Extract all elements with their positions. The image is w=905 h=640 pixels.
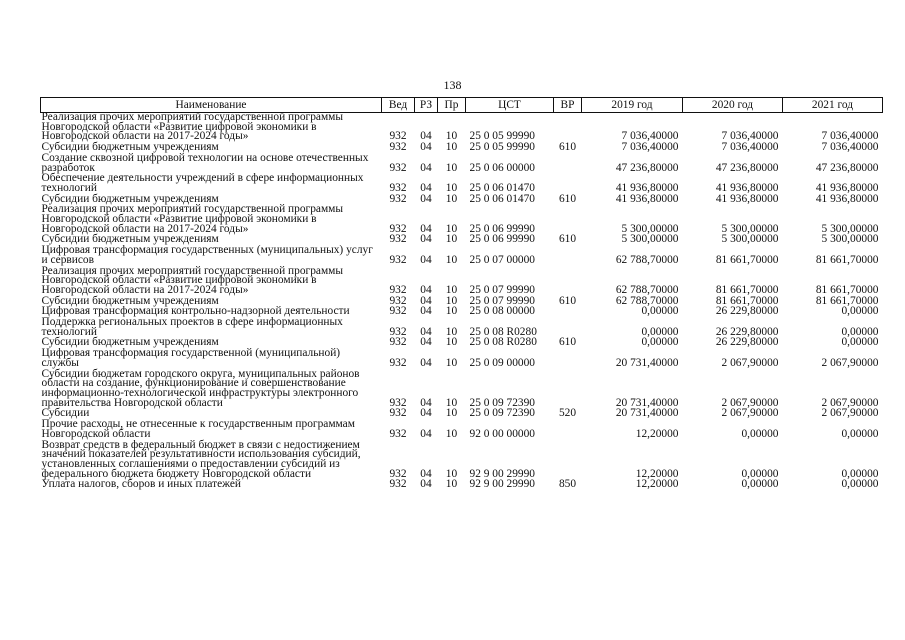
row-cst: 25 0 05 99990 [469, 130, 535, 143]
table-row [41, 479, 883, 490]
row-amount-2019: 62 788,70000 [615, 253, 679, 266]
row-amount-2020: 81 661,70000 [715, 253, 779, 266]
budget-table [40, 97, 883, 490]
row-pr: 10 [445, 356, 458, 369]
row-ved: 932 [389, 130, 407, 143]
row-amount-2019: 5 300,00000 [621, 222, 679, 235]
row-pr: 10 [445, 396, 458, 409]
row-rz: 04 [420, 130, 432, 143]
row-amount-2020: 7 036,40000 [721, 130, 779, 143]
row-cst: 92 9 00 29990 [469, 467, 535, 480]
row-amount-2021: 2 067,90000 [821, 356, 879, 369]
row-cst: 92 0 00 00000 [469, 427, 535, 440]
header-2019: 2019 год [582, 98, 683, 113]
row-amount-2021: 5 300,00000 [821, 233, 879, 246]
table-row [41, 369, 883, 409]
row-rz: 04 [420, 478, 432, 491]
row-amount-2021: 81 661,70000 [815, 253, 879, 266]
row-vr: 610 [558, 192, 577, 205]
row-name: Уплата налогов, сборов и иных платежей [41, 478, 241, 491]
row-ved: 932 [389, 233, 407, 246]
row-amount-2020: 41 936,80000 [715, 181, 779, 194]
row-cst: 25 0 06 01470 [469, 192, 535, 205]
row-ved: 932 [389, 294, 407, 307]
table-row [41, 153, 883, 173]
row-amount-2019: 20 731,40000 [615, 407, 679, 420]
table-row [41, 419, 883, 439]
row-vr: 610 [558, 233, 577, 246]
row-amount-2019: 41 936,80000 [615, 181, 679, 194]
table-row [41, 245, 883, 265]
row-cst: 25 0 06 00000 [469, 161, 535, 174]
row-amount-2021: 0,00000 [841, 305, 879, 318]
header-pr: Пр [438, 98, 466, 113]
row-ved: 932 [389, 222, 407, 235]
row-amount-2020: 0,00000 [741, 467, 779, 480]
row-vr [554, 306, 582, 317]
row-pr: 10 [445, 130, 458, 143]
row-amount-2019: 20 731,40000 [615, 356, 679, 369]
row-rz: 04 [420, 294, 432, 307]
row-ved: 932 [389, 141, 407, 154]
row-name: Возврат средств в федеральный бюджет в связи с недостижением значений показателей результативности использования субсидий, установленных соглашениями о предоставлении субсидий из федерального бюджета бюджету Новгородской области [41, 438, 361, 480]
row-amount-2020: 5 300,00000 [721, 222, 779, 235]
row-cst: 25 0 06 99990 [469, 233, 535, 246]
row-rz: 04 [420, 161, 432, 174]
row-rz: 04 [420, 222, 432, 235]
row-cst: 25 0 09 72390 [469, 396, 535, 409]
row-amount-2020: 2 067,90000 [721, 396, 779, 409]
row-ved: 932 [389, 283, 407, 296]
table-row [41, 348, 883, 368]
row-cst: 25 0 06 99990 [469, 222, 535, 235]
row-amount-2020: 81 661,70000 [715, 294, 779, 307]
row-vr [554, 419, 582, 439]
row-cst: 25 0 07 99990 [469, 283, 535, 296]
page-number: 138 [443, 78, 462, 92]
row-vr [554, 204, 582, 234]
row-pr: 10 [445, 283, 458, 296]
row-ved: 932 [389, 407, 407, 420]
row-amount-2019: 0,00000 [641, 305, 679, 318]
row-ved: 932 [389, 396, 407, 409]
row-vr [554, 348, 582, 368]
row-amount-2019: 7 036,40000 [621, 141, 679, 154]
row-amount-2020: 2 067,90000 [721, 407, 779, 420]
row-amount-2019: 62 788,70000 [615, 283, 679, 296]
row-amount-2021: 41 936,80000 [815, 192, 879, 205]
row-vr: 610 [558, 336, 577, 349]
row-amount-2021: 0,00000 [841, 336, 879, 349]
row-vr [554, 245, 582, 265]
row-rz: 04 [420, 141, 432, 154]
row-name: Субсидии бюджетным учреждениям [41, 233, 219, 246]
row-rz: 04 [420, 283, 432, 296]
row-amount-2019: 47 236,80000 [615, 161, 679, 174]
header-name: Наименование [41, 98, 382, 113]
row-pr: 10 [445, 325, 458, 338]
row-amount-2020: 41 936,80000 [715, 192, 779, 205]
row-rz: 04 [420, 305, 432, 318]
row-cst: 25 0 05 99990 [469, 141, 535, 154]
row-rz: 04 [420, 253, 432, 266]
row-amount-2020: 5 300,00000 [721, 233, 779, 246]
row-ved: 932 [389, 325, 407, 338]
row-amount-2021: 81 661,70000 [815, 283, 879, 296]
row-cst: 25 0 08 R0280 [469, 325, 537, 338]
row-amount-2021: 2 067,90000 [821, 396, 879, 409]
row-amount-2019: 20 731,40000 [615, 396, 679, 409]
row-rz: 04 [420, 467, 432, 480]
row-name: Цифровая трансформация контрольно-надзорной деятельности [41, 305, 350, 318]
row-amount-2019: 0,00000 [641, 336, 679, 349]
row-cst: 25 0 07 99990 [469, 294, 535, 307]
row-amount-2019: 0,00000 [641, 325, 679, 338]
row-amount-2019: 7 036,40000 [621, 130, 679, 143]
row-amount-2020: 26 229,80000 [715, 325, 779, 338]
row-vr [554, 440, 582, 480]
table-body [41, 113, 883, 491]
row-rz: 04 [420, 181, 432, 194]
row-amount-2021: 0,00000 [841, 325, 879, 338]
row-amount-2020: 47 236,80000 [715, 161, 779, 174]
row-vr: 610 [558, 294, 577, 307]
row-amount-2021: 41 936,80000 [815, 181, 879, 194]
row-amount-2019: 5 300,00000 [621, 233, 679, 246]
row-cst: 25 0 06 01470 [469, 181, 535, 194]
table-row [41, 317, 883, 337]
row-pr: 10 [445, 305, 458, 318]
header-ved: Вед [382, 98, 415, 113]
row-amount-2021: 0,00000 [841, 478, 879, 491]
table-row [41, 173, 883, 193]
row-pr: 10 [445, 192, 458, 205]
row-amount-2020: 81 661,70000 [715, 283, 779, 296]
row-ved: 932 [389, 427, 407, 440]
row-name: Субсидии бюджетам городского округа, муниципальных районов области на создание, функционирование и совершенствование информационно-технологической инфраструктуры электронного правительства Новгородской области [41, 367, 360, 409]
row-amount-2020: 26 229,80000 [715, 305, 779, 318]
row-rz: 04 [420, 336, 432, 349]
header-2020: 2020 год [683, 98, 783, 113]
row-name: Поддержка региональных проектов в сфере информационных технологий [41, 316, 343, 338]
row-amount-2021: 7 036,40000 [821, 141, 879, 154]
row-amount-2021: 2 067,90000 [821, 407, 879, 420]
row-cst: 25 0 09 72390 [469, 407, 535, 420]
row-name: Субсидии бюджетным учреждениям [41, 192, 219, 205]
row-rz: 04 [420, 192, 432, 205]
row-ved: 932 [389, 181, 407, 194]
row-cst: 25 0 08 00000 [469, 305, 535, 318]
row-pr: 10 [445, 253, 458, 266]
row-ved: 932 [389, 253, 407, 266]
row-rz: 04 [420, 325, 432, 338]
row-amount-2019: 12,20000 [635, 478, 679, 491]
row-pr: 10 [445, 294, 458, 307]
row-amount-2020: 26 229,80000 [715, 336, 779, 349]
row-rz: 04 [420, 427, 432, 440]
row-name: Цифровая трансформация государственной (муниципальной) службы [41, 347, 341, 369]
row-name: Реализация прочих мероприятий государственной программы Новгородской области «Развитие цифровой экономики в Новгородской области на 2017-2024 годы» [41, 203, 344, 235]
row-ved: 932 [389, 478, 407, 491]
table-row [41, 113, 883, 143]
row-pr: 10 [445, 407, 458, 420]
row-vr [554, 317, 582, 337]
row-pr: 10 [445, 222, 458, 235]
row-pr: 10 [445, 427, 458, 440]
row-amount-2020: 7 036,40000 [721, 141, 779, 154]
row-vr [554, 369, 582, 409]
row-amount-2021: 5 300,00000 [821, 222, 879, 235]
row-name: Субсидии бюджетным учреждениям [41, 141, 219, 154]
row-pr: 10 [445, 233, 458, 246]
row-cst: 25 0 08 R0280 [469, 336, 537, 349]
row-vr: 520 [558, 407, 577, 420]
row-name: Реализация прочих мероприятий государственной программы Новгородской области «Развитие цифровой экономики в Новгородской области на 2017-2024 годы» [41, 111, 344, 143]
row-ved: 932 [389, 336, 407, 349]
table-row [41, 440, 883, 480]
row-ved: 932 [389, 161, 407, 174]
row-pr: 10 [445, 467, 458, 480]
row-name: Цифровая трансформация государственных (муниципальных) услуг и сервисов [41, 244, 373, 266]
row-amount-2019: 62 788,70000 [615, 294, 679, 307]
row-ved: 932 [389, 305, 407, 318]
row-amount-2020: 0,00000 [741, 427, 779, 440]
row-name: Реализация прочих мероприятий государственной программы Новгородской области «Развитие цифровой экономики в Новгородской области на 2017-2024 годы» [41, 264, 344, 296]
row-rz: 04 [420, 407, 432, 420]
row-amount-2019: 12,20000 [635, 427, 679, 440]
row-amount-2021: 81 661,70000 [815, 294, 879, 307]
budget-table-container [40, 97, 882, 490]
row-rz: 04 [420, 356, 432, 369]
row-amount-2019: 12,20000 [635, 467, 679, 480]
row-rz: 04 [420, 396, 432, 409]
row-name: Субсидии [41, 407, 90, 420]
row-amount-2021: 0,00000 [841, 427, 879, 440]
row-ved: 932 [389, 192, 407, 205]
header-vr: ВР [554, 98, 582, 113]
row-pr: 10 [445, 336, 458, 349]
row-name: Прочие расходы, не отнесенные к государственным программам Новгородской области [41, 418, 355, 440]
row-pr: 10 [445, 478, 458, 491]
row-amount-2020: 0,00000 [741, 478, 779, 491]
row-pr: 10 [445, 141, 458, 154]
row-pr: 10 [445, 161, 458, 174]
row-amount-2020: 2 067,90000 [721, 356, 779, 369]
header-cst: ЦСТ [466, 98, 554, 113]
row-vr [554, 173, 582, 193]
row-vr [554, 266, 582, 296]
row-vr [554, 153, 582, 173]
row-cst: 92 9 00 29990 [469, 478, 535, 491]
row-amount-2021: 7 036,40000 [821, 130, 879, 143]
row-cst: 25 0 07 00000 [469, 253, 535, 266]
row-rz: 04 [420, 233, 432, 246]
row-amount-2021: 0,00000 [841, 467, 879, 480]
row-name: Субсидии бюджетным учреждениям [41, 336, 219, 349]
row-name: Субсидии бюджетным учреждениям [41, 294, 219, 307]
row-ved: 932 [389, 467, 407, 480]
header-2021: 2021 год [783, 98, 883, 113]
row-amount-2021: 47 236,80000 [815, 161, 879, 174]
table-row [41, 204, 883, 234]
row-name: Создание сквозной цифровой технологии на основе отечественных разработок [41, 151, 369, 174]
row-cst: 25 0 09 00000 [469, 356, 535, 369]
row-name: Обеспечение деятельности учреждений в сфере информационных технологий [41, 172, 364, 194]
row-amount-2019: 41 936,80000 [615, 192, 679, 205]
row-ved: 932 [389, 356, 407, 369]
row-pr: 10 [445, 181, 458, 194]
header-rz: РЗ [415, 98, 438, 113]
row-vr: 850 [558, 478, 577, 491]
row-vr [554, 113, 582, 143]
row-vr: 610 [558, 141, 577, 154]
table-row [41, 266, 883, 296]
